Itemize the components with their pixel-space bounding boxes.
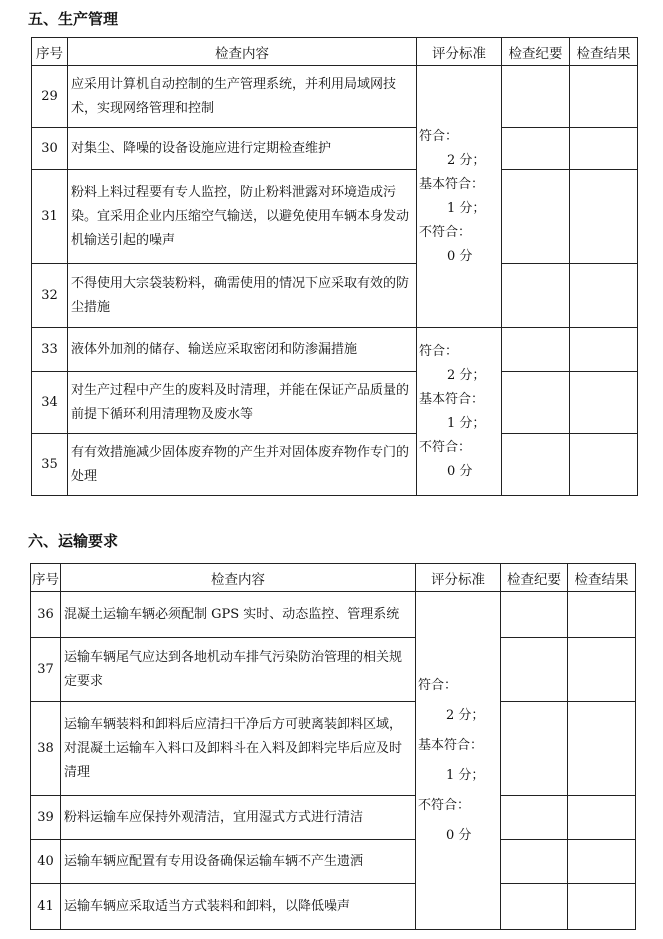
record-cell[interactable] [502,434,570,496]
production-management-table [31,37,638,496]
row-content: 应采用计算机自动控制的生产管理系统，并利用局域网技术，实现网络管理和控制 [68,66,417,128]
result-cell[interactable] [570,372,638,434]
record-cell[interactable] [502,66,570,128]
record-cell[interactable] [502,264,570,328]
score-standard-cell [416,592,501,930]
header-result: 检查结果 [568,564,636,592]
section-title-production: 五、生产管理 [28,10,119,28]
result-cell[interactable] [568,638,636,702]
score-label: 符合： [419,343,459,359]
score-standard-cell [417,66,502,328]
row-content: 粉料上料过程要有专人监控，防止粉料泄露对环境造成污染。宜采用企业内压缩空气输送，以避免使用车辆本身发动机输送引起的噪声 [68,170,417,264]
score-label: 基本符合： [418,737,484,753]
result-cell[interactable] [570,264,638,328]
row-content: 运输车辆装料和卸料后应清扫干净后方可驶离装卸料区域，对混凝土运输车入料口及卸料斗在入料及卸料完毕后应及时清理 [61,702,416,796]
score-value: 1 分； [447,200,486,216]
record-cell[interactable] [501,884,568,930]
table-row [31,638,636,702]
row-content: 运输车辆尾气应达到各地机动车排气污染防治管理的相关规定要求 [61,638,416,702]
score-value: 1 分； [447,415,486,431]
header-standard: 评分标准 [417,38,502,66]
result-cell[interactable] [570,66,638,128]
row-content: 液体外加剂的储存、输送应采取密闭和防渗漏措施 [68,328,417,372]
score-label: 不符合： [419,439,472,455]
result-cell[interactable] [570,434,638,496]
score-value: 2 分； [447,367,486,383]
score-value: 1 分； [446,767,485,783]
table-row [31,840,636,884]
record-cell[interactable] [501,638,568,702]
row-content: 运输车辆应配置有专用设备确保运输车辆不产生遗洒 [61,840,416,884]
score-standard-cell [417,328,502,496]
row-number: 38 [31,702,61,796]
transport-requirements-table [30,563,636,930]
table-row [32,328,638,372]
table-row [32,264,638,328]
header-content: 检查内容 [68,38,417,66]
record-cell[interactable] [501,592,568,638]
record-cell[interactable] [502,170,570,264]
result-cell[interactable] [568,592,636,638]
header-record: 检查纪要 [501,564,568,592]
row-number: 41 [31,884,61,930]
score-label: 基本符合： [419,176,485,192]
score-label: 不符合： [418,797,471,813]
row-number: 40 [31,840,61,884]
row-content: 对生产过程中产生的废料及时清理，并能在保证产品质量的前提下循环利用清理物及废水等 [68,372,417,434]
result-cell[interactable] [568,702,636,796]
row-number: 39 [31,796,61,840]
table-row [32,434,638,496]
row-content: 不得使用大宗袋装粉料，确需使用的情况下应采取有效的防尘措施 [68,264,417,328]
row-number: 34 [32,372,68,434]
result-cell[interactable] [568,840,636,884]
header-no: 序号 [31,564,61,592]
section-title-transport: 六、运输要求 [28,532,119,550]
row-number: 35 [32,434,68,496]
score-value: 2 分； [446,707,485,723]
result-cell[interactable] [568,796,636,840]
row-number: 33 [32,328,68,372]
table-row [31,884,636,930]
row-number: 36 [31,592,61,638]
record-cell[interactable] [502,328,570,372]
score-label: 基本符合： [419,391,485,407]
row-content: 粉料运输车应保持外观清洁，宜用湿式方式进行清洁 [61,796,416,840]
table-row [31,702,636,796]
score-value: 0 分 [447,248,473,264]
row-number: 30 [32,128,68,170]
record-cell[interactable] [501,840,568,884]
table-row [32,66,638,128]
score-value: 0 分 [446,827,472,843]
score-value: 0 分 [447,463,473,479]
result-cell[interactable] [570,170,638,264]
row-number: 37 [31,638,61,702]
table-row [32,170,638,264]
score-label: 符合： [419,128,459,144]
score-value: 2 分； [447,152,486,168]
header-no: 序号 [32,38,68,66]
table-row [32,128,638,170]
row-content: 对集尘、降噪的设备设施应进行定期检查维护 [68,128,417,170]
score-label: 不符合： [419,224,472,240]
header-result: 检查结果 [570,38,638,66]
row-content: 运输车辆应采取适当方式装料和卸料，以降低噪声 [61,884,416,930]
table-row [31,796,636,840]
result-cell[interactable] [570,328,638,372]
score-label: 符合： [418,677,458,693]
row-content: 混凝土运输车辆必须配制 GPS 实时、动态监控、管理系统 [61,592,416,638]
row-number: 31 [32,170,68,264]
result-cell[interactable] [570,128,638,170]
record-cell[interactable] [501,796,568,840]
record-cell[interactable] [502,372,570,434]
row-number: 29 [32,66,68,128]
table-header-row [32,38,638,66]
result-cell[interactable] [568,884,636,930]
header-content: 检查内容 [61,564,416,592]
table-row [32,372,638,434]
row-number: 32 [32,264,68,328]
header-standard: 评分标准 [416,564,501,592]
table-row [31,592,636,638]
record-cell[interactable] [502,128,570,170]
header-record: 检查纪要 [502,38,570,66]
record-cell[interactable] [501,702,568,796]
table-header-row [31,564,636,592]
row-content: 有有效措施减少固体废弃物的产生并对固体废弃物作专门的处理 [68,434,417,496]
